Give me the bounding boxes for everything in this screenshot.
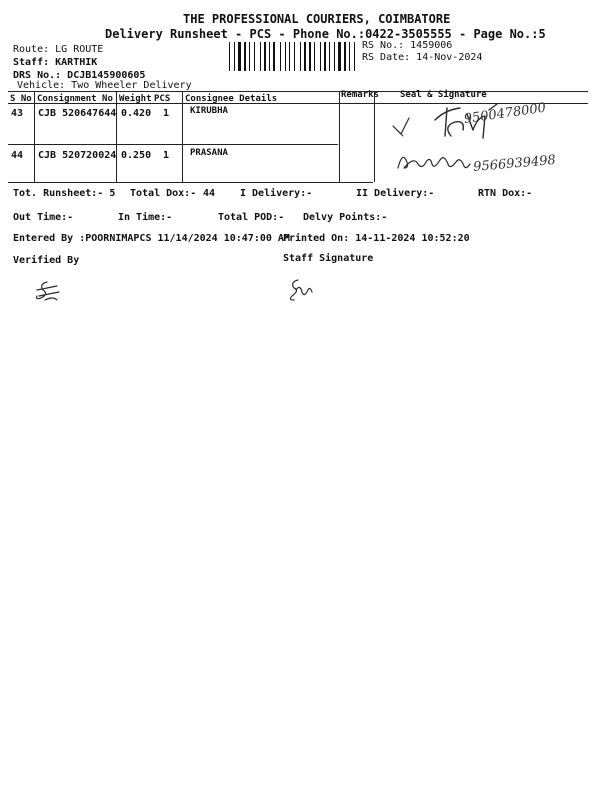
entered-by: Entered By :POORNIMAPCS 11/14/2024 10:47:00 AM	[13, 233, 290, 244]
staff-signature-label: Staff Signature	[283, 253, 374, 264]
row-consignment: CJB 520647644	[38, 108, 117, 119]
barcode-bar	[302, 42, 303, 71]
barcode-bar	[273, 42, 275, 71]
barcode-bar	[285, 42, 286, 71]
col-divider	[34, 92, 35, 182]
vehicle-label: Vehicle: Two Wheeler Delivery	[17, 80, 192, 91]
barcode-bar	[314, 42, 315, 71]
barcode-bar	[231, 42, 233, 71]
row-sno: 43	[11, 108, 24, 119]
barcode-bar	[342, 42, 343, 71]
handwritten-phone: 9500478000	[462, 100, 547, 127]
barcode-bar	[322, 42, 323, 71]
barcode-bar	[287, 42, 288, 71]
barcode-bar	[309, 42, 311, 71]
i-delivery: I Delivery:-	[240, 188, 313, 199]
rs-number: RS No.: 1459006	[362, 40, 453, 51]
header-seal-signature: Seal & Signature	[400, 90, 487, 100]
barcode-bar	[229, 42, 230, 71]
barcode-bar	[234, 42, 235, 71]
staff-label: Staff: KARTHIK	[13, 57, 98, 68]
staff-signature	[286, 276, 316, 304]
barcode-bar	[244, 42, 246, 71]
row-sno: 44	[11, 150, 24, 161]
barcode-bar	[320, 42, 321, 71]
barcode-bar	[347, 42, 348, 71]
handwritten-phone: 9566939498	[472, 152, 557, 175]
header-pcs: PCS	[154, 94, 171, 104]
row-weight: 0.250	[121, 150, 152, 161]
tot-runsheet: Tot. Runsheet:- 5	[13, 188, 116, 199]
barcode-bar	[264, 42, 266, 71]
barcode-bar	[354, 42, 355, 71]
barcode-bar	[324, 42, 326, 71]
row-consignee: KIRUBHA	[190, 106, 228, 116]
printed-on: Printed On: 14-11-2024 10:52:20	[283, 233, 470, 244]
barcode-bar	[331, 42, 333, 71]
rs-date: RS Date: 14-Nov-2024	[362, 52, 483, 63]
barcode-bar	[267, 42, 268, 71]
barcode-bar	[249, 42, 250, 71]
barcode-bar	[280, 42, 281, 71]
barcode-bar	[282, 42, 284, 71]
col-divider	[182, 92, 183, 182]
route-label: Route: LG ROUTE	[13, 44, 104, 55]
barcode-bar	[349, 42, 350, 71]
barcode-bar	[351, 42, 353, 71]
col-divider	[116, 92, 117, 182]
out-time: Out Time:-	[13, 212, 74, 223]
row-pcs: 1	[163, 108, 170, 119]
header-consignee: Consignee Details	[185, 94, 278, 104]
barcode-bar	[312, 42, 313, 71]
rtn-dox: RTN Dox:-	[478, 188, 533, 199]
barcode-bar	[316, 42, 319, 71]
ii-delivery: II Delivery:-	[356, 188, 435, 199]
barcode-bar	[254, 42, 255, 71]
barcode-bar	[289, 42, 290, 71]
barcode-bar	[338, 42, 341, 71]
row-consignment: CJB 520720024	[38, 150, 117, 161]
barcode-bar	[242, 42, 243, 71]
col-divider	[339, 92, 340, 182]
table-bottom-border	[8, 182, 373, 183]
verified-by-label: Verified By	[13, 255, 80, 266]
barcode-bar	[262, 42, 263, 71]
barcode-bar	[260, 42, 261, 71]
in-time: In Time:-	[118, 212, 173, 223]
company-name: THE PROFESSIONAL COURIERS, COIMBATORE	[183, 12, 451, 26]
total-pod: Total POD:-	[218, 212, 285, 223]
page-title: Delivery Runsheet - PCS - Phone No.:0422-3505555 - Page No.:5	[105, 27, 546, 41]
header-consignment: Consignment No	[37, 94, 113, 104]
signature-prasana	[396, 148, 476, 178]
row-weight: 0.420	[121, 108, 152, 119]
barcode-bar	[236, 42, 237, 71]
row-divider	[8, 144, 338, 145]
barcode-bar	[294, 42, 295, 71]
table-top-border	[8, 91, 588, 92]
row-pcs: 1	[163, 150, 170, 161]
barcode-bar	[269, 42, 270, 71]
barcode-bar	[256, 42, 259, 71]
barcode-bar	[300, 42, 301, 71]
delvy-points: Delvy Points:-	[303, 212, 388, 223]
barcode-bar	[251, 42, 253, 71]
barcode-bar	[329, 42, 330, 71]
header-sno: S No	[10, 94, 32, 104]
barcode-bar	[336, 42, 337, 71]
total-dox-label: Total Dox:-	[130, 188, 197, 199]
barcode-bar	[344, 42, 346, 71]
row-consignee: PRASANA	[190, 148, 228, 158]
verified-by-signature	[33, 278, 63, 303]
barcode-bar	[307, 42, 308, 71]
barcode-bar	[271, 42, 272, 71]
barcode-bar	[276, 42, 279, 71]
barcode-bar	[238, 42, 241, 71]
barcode-bar	[247, 42, 248, 71]
header-remarks: Remarks	[341, 90, 379, 100]
header-weight: Weight	[119, 94, 152, 104]
total-dox-value: 44	[203, 188, 216, 199]
drs-number: DRS No.: DCJB145900605	[13, 70, 146, 81]
barcode-bar	[334, 42, 335, 71]
barcode-bar	[291, 42, 293, 71]
barcode	[229, 42, 357, 71]
barcode-bar	[327, 42, 328, 71]
barcode-bar	[296, 42, 299, 71]
barcode-bar	[304, 42, 306, 71]
col-divider	[374, 92, 375, 182]
